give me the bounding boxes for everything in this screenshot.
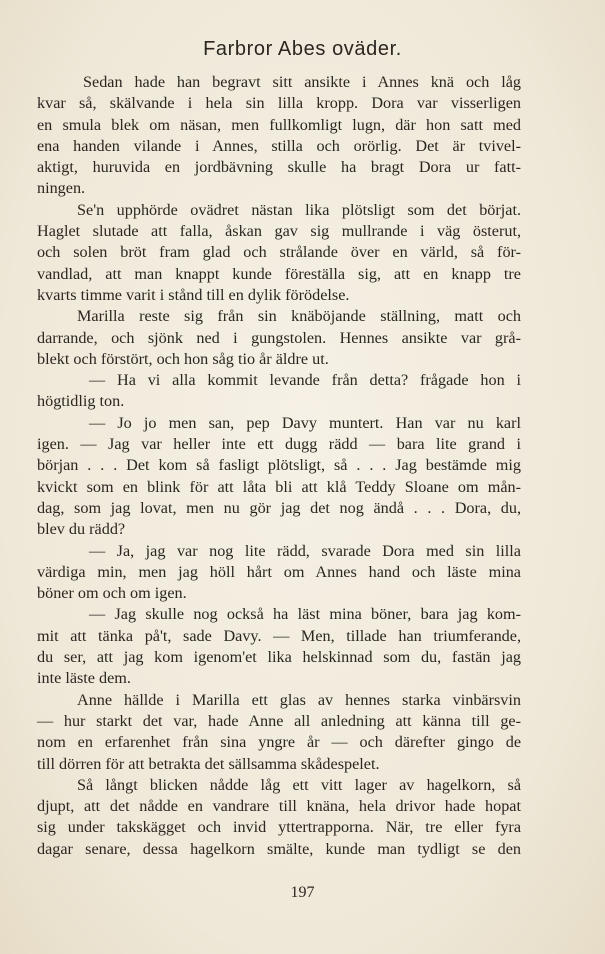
text-line: darrande, och sjönk ned i gungstolen. Hennes ansikte var grå-: [37, 328, 521, 347]
text-line: Anne hällde i Marilla ett glas av hennes starka vinbärsvin: [77, 690, 521, 709]
page-body: [37, 72, 521, 860]
text-line: Marilla reste sig från sin knäböjande ställning, matt och: [77, 307, 521, 326]
text-line: en smula blek om näsan, men fullkomligt lugn, där hon satt med: [37, 115, 521, 134]
text-line: — Ha vi alla kommit levande från detta? frågade hon i: [89, 371, 521, 390]
text-line: och solen bröt fram glad och strålande över en värld, så för-: [37, 243, 521, 262]
text-line: Se'n upphörde ovädret nästan lika plötsligt som det börjat.: [77, 200, 521, 219]
text-line: början . . . Det kom så fasligt plötsligt, så . . . Jag bestämde mig: [37, 456, 521, 475]
text-line: Haglet slutade att falla, åskan gav sig mullrande i väg österut,: [37, 222, 521, 241]
text-line: mit att tänka på't, sade Davy. — Men, tillade han triumferande,: [37, 626, 521, 645]
text-line: inte läste dem.: [37, 669, 131, 688]
text-line: — Ja, jag var nog lite rädd, svarade Dora med sin lilla: [89, 541, 521, 560]
text-line: kvickt som en blink för att låta bli att klå Teddy Sloane om mån-: [37, 477, 521, 496]
text-line: sig under takskägget och invid yttertrapporna. När, tre eller fyra: [37, 818, 521, 837]
text-line: aktigt, huruvida en jordbävning skulle ha bragt Dora ur fatt-: [37, 158, 521, 177]
text-line: vandlad, att man knappt kunde föreställa sig, att en knapp tre: [37, 264, 521, 283]
text-line: — hur starkt det var, hade Anne all anledning att känna till ge-: [37, 711, 521, 730]
text-line: — Jo jo men san, pep Davy muntert. Han var nu karl: [89, 413, 521, 432]
text-line: djupt, att det nådde en vandrare till knäna, hela drivor hade hopat: [37, 797, 521, 816]
text-line: kvarts timme varit i stånd till en dylik förödelse.: [37, 285, 350, 304]
text-line: böner om och om igen.: [37, 584, 187, 603]
text-line: Sedan hade han begravt sitt ansikte i Annes knä och låg: [83, 73, 521, 91]
text-line: igen. — Jag var heller inte ett dugg rädd — bara lite grand i: [37, 435, 521, 454]
text-line: dagar senare, dessa hagelkorn smälte, kunde man tydligt se den: [37, 839, 521, 858]
text-line: — Jag skulle nog också ha läst mina böner, bara jag kom-: [89, 605, 521, 624]
text-line: högtidlig ton.: [37, 392, 125, 411]
text-line: ningen.: [37, 179, 86, 198]
text-line: du ser, att jag kom igenom'et lika helskinnad som du, fastän jag: [37, 648, 521, 667]
text-line: Så långt blicken nådde låg ett vitt lager av hagelkorn, så: [77, 775, 521, 794]
text-line: värdiga min, men jag höll hårt om Annes hand och läste mina: [37, 562, 521, 581]
page-number: 197: [290, 884, 315, 901]
text-line: nom en erfarenhet från sina yngre år — och därefter gingo de: [37, 733, 521, 752]
text-line: till dörren för att betrakta det sällsamma skådespelet.: [37, 754, 380, 773]
text-line: dag, som jag lovat, men nu gör jag det nog ändå . . . Dora, du,: [37, 498, 521, 517]
running-header: Farbror Abes oväder.: [203, 38, 402, 60]
text-line: kvar så, skälvande i hela sin lilla kropp. Dora var visserligen: [37, 94, 521, 113]
text-line: ena handen vilande i Annes, stilla och orörlig. Det är tvivel-: [37, 136, 521, 155]
text-line: blekt och förstört, och hon såg tio år äldre ut.: [37, 349, 329, 368]
text-line: blev du rädd?: [37, 520, 126, 539]
